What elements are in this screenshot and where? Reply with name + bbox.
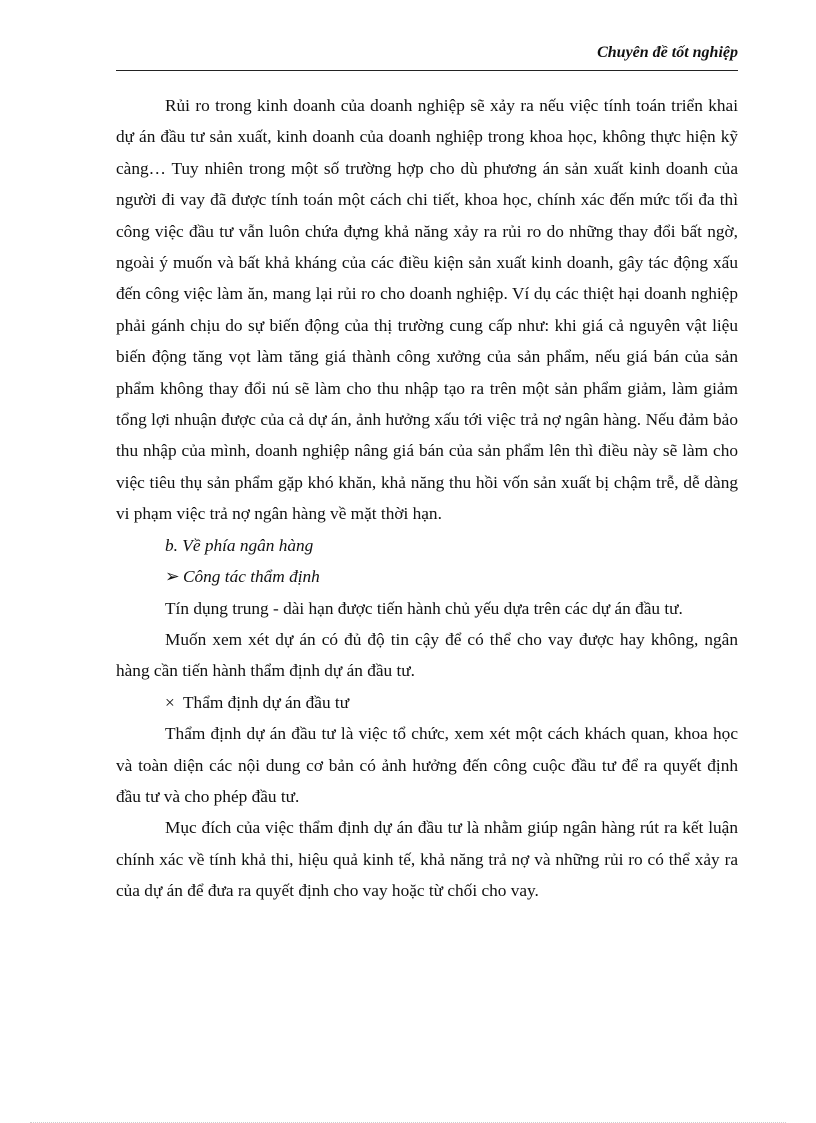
cross-bullet-icon: ×	[165, 692, 175, 712]
paragraph-definition: Thẩm định dự án đầu tư là việc tổ chức, xem xét một cách khách quan, khoa học và toàn diện các nội dung cơ bản có ảnh hưởng đến công cuộc đầu tư để ra quyết định đầu tư và cho phép đầu tư.	[116, 724, 738, 806]
arrow-bullet-icon: ➢	[165, 567, 180, 587]
page-header: Chuyên đề tốt nghiệp	[597, 44, 738, 61]
heading-project-text: Thẩm định dự án đầu tư	[183, 692, 350, 712]
heading-bank-side: b. Về phía ngân hàng	[165, 535, 314, 555]
document-body	[116, 90, 738, 907]
paragraph-risk: Rủi ro trong kinh doanh của doanh nghiệp sẽ xảy ra nếu việc tính toán triển khai dự án đầu tư sản xuất, kinh doanh của doanh nghiệp trong khoa học, không thực hiện kỹ càng… Tuy nhiên trong một số trường hợp cho dù phương án sản xuất kinh doanh của người đi vay đã được tính toán một cách chi tiết, khoa học, chính xác đến mức tối đa thì công việc đầu tư vẫn luôn chứa đựng khả năng xảy ra rủi ro do những thay đổi bất ngờ, ngoài ý muốn và bất khả kháng của các điều kiện sản xuất kinh doanh, gây tác động xấu đến công việc làm ăn, mang lại rủi ro cho doanh nghiệp. Ví dụ các thiệt hại doanh nghiệp phải gánh chịu do sự biến động của thị trường cung cấp như: khi giá cả nguyên vật liệu biến động tăng vọt làm tăng giá thành công xưởng của sản phẩm, nếu giá bán của sản phẩm không thay đổi nú sẽ làm cho thu nhập tạo ra trên một sản phẩm giảm, làm giảm tổng lợi nhuận được của cả dự án, ảnh hưởng xấu tới việc trả nợ ngân hàng. Nếu đảm bảo thu nhập của mình, doanh nghiệp nâng giá bán của sản phẩm lên thì điều này sẽ làm cho việc tiêu thụ sản phẩm gặp khó khăn, khả năng thu hồi vốn sản xuất bị chậm trễ, dễ dàng vi phạm việc trả nợ ngân hàng về mặt thời hạn.	[116, 96, 738, 524]
paragraph-purpose: Mục đích của việc thẩm định dự án đầu tư là nhằm giúp ngân hàng rút ra kết luận chính xác về tính khả thi, hiệu quả kinh tế, khả năng trả nợ và những rủi ro có thể xảy ra của dự án để đưa ra quyết định cho vay hoặc từ chối cho vay.	[116, 818, 738, 901]
header-rule	[116, 70, 738, 71]
paragraph-credit: Tín dụng trung - dài hạn được tiến hành chủ yếu dựa trên các dự án đầu tư.	[165, 598, 683, 618]
heading-appraisal-text: Công tác thẩm định	[183, 567, 320, 587]
paragraph-reliability: Muốn xem xét dự án có đủ độ tin cậy để có thể cho vay được hay không, ngân hàng cần tiến hành thẩm định dự án đầu tư.	[116, 629, 738, 681]
heading-project-appraisal	[116, 687, 738, 718]
heading-appraisal-work	[116, 561, 738, 592]
